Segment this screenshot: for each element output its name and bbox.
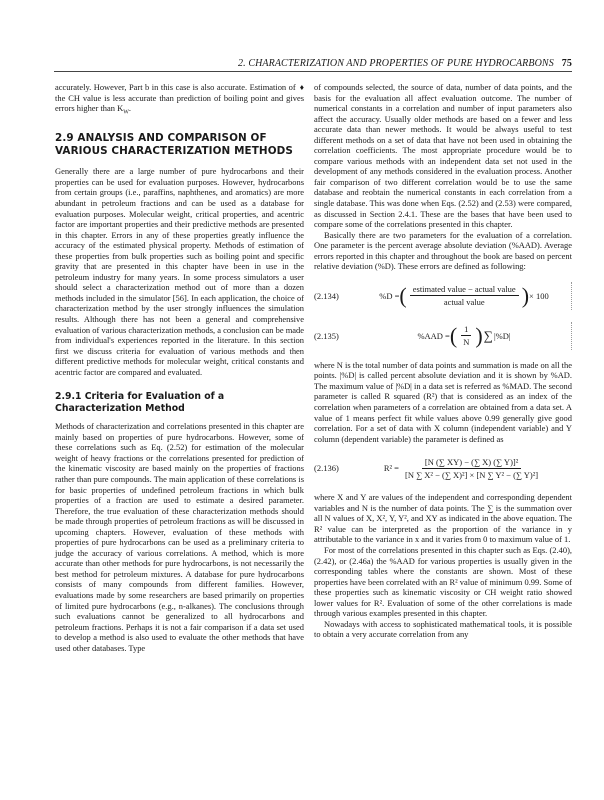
equation-2-134: (2.134) %D = ( $\frac{\text{estimated value − actual value}}{\text{actual value}}$ ) × 100 (314, 280, 572, 312)
end-of-example-marker: ♦ (299, 82, 304, 92)
section-paragraph: Generally there are a large number of pure hydrocarbons and their properties can be used for evaluation purposes. However, hydrocarbons from certain groups (i.e., paraffins, naphthenes, and aromatics) are more abundant in petroleum fractions and can be used as a database for evaluation purposes. Molecular weight, critical properties, and acentric factor are important properties and their predictive methods are presented in this chapter. Errors in any of these properties greatly influence the accuracy of the estimated physical property. Methods of estimation of these properties from bulk properties such as boiling point and specific gravity that are presented in this chapter have been in use in the petroleum industry for many years. In some process simulators a user should select a characterization method out of more than a dozen methods included in the simulator [56]. In each application, the choice of characterization method by the user strongly influences the simulation results. Although there has not been a general and comprehensive evaluation of various characterization methods, a conclusion can be made from individual's experiences reported in the literature. In this section first we discuss criteria for evaluation of various methods and then different predictive methods for molecular weight, critical constants and acentric factor are compared and evaluated. (55, 166, 304, 377)
equation-fraction: $\frac{\text{[N (∑ XY) − (∑ X) (∑ Y)]²}}{\text{[N ∑ X² − (∑ X)²] × [N ∑ Y² − (∑ Y)²]}}$ (404, 456, 539, 480)
equation-2-135: (2.135) %AAD = ( $\frac{1}{N}$ ) ∑ |%D| (314, 320, 572, 352)
subsection-heading: 2.9.1 Criteria for Evaluation of a Characterization Method (55, 391, 225, 414)
intro-paragraph: ♦ accurately. However, Part b in this case is also accurate. Estimation of the CH value is less accurate than prediction of boiling point and gives errors higher than $K_W$. (55, 82, 304, 116)
right-column (314, 82, 572, 640)
equation-lhs: %AAD = (417, 330, 450, 341)
equation-lhs: %D = (379, 290, 400, 301)
equation-number: (2.136) (314, 463, 339, 474)
right-paragraph-6: Nowadays with access to sophisticated mathematical tools, it is possible to obtain a very accurate correlation from any (314, 618, 572, 640)
right-paragraph-3: where N is the total number of data points and summation is made on all the points. |%D| is called percent absolute deviation and it is shown by %AD. The maximum value of |%D| in a data set is referred as %MAD. The second parameter is called R squared (R²) that is considered as an index of the correlation when parameters of a correlation are obtained from a data set. A value of 1 means perfect fit while values above 0.99 generally give good correlation. For a set of data with X column (independent variable) and Y column (dependent variable) the parameter is defined as (314, 359, 572, 444)
equation-2-136 (314, 452, 572, 484)
equation-fraction: $\frac{\text{estimated value − actual value}}{\text{actual value}}$ (410, 284, 519, 307)
right-paragraph-5: For most of the correlations presented in this chapter such as Eqs. (2.40), (2.42), or (2.46a) the %AAD for various properties is usually given in the corresponding tables where the constants are shown. Most of these properties have been correlated with an R² value of minimum 0.99. Some of these properties such as kinematic viscosity or CH weight ratio showed lower values for R². Evaluation of some of the other correlations is made through various examples presented in this chapter. (314, 544, 572, 619)
running-head (200, 58, 572, 69)
header-rule (54, 71, 572, 72)
equation-term: |%D| (493, 330, 511, 341)
equation-number: (2.134) (314, 290, 339, 301)
equation-lhs: R² = (383, 463, 399, 474)
equation-fraction: $\frac{1}{N}$ (460, 324, 472, 347)
left-column (55, 82, 304, 653)
summation-symbol: ∑ (483, 327, 493, 343)
section-heading: 2.9 ANALYSIS AND COMPARISON OF VARIOUS CHARACTERIZATION METHODS (55, 132, 293, 157)
right-paragraph-2: Basically there are two parameters for the evaluation of a correlation. One parameter is the percent average absolute deviation (%AAD). Average errors reported in this chapter and throughout the book are based on percent relative deviation (%D). These errors are defined as following: (314, 229, 572, 272)
right-paragraph-1: of compounds selected, the source of data, number of data points, and the basis for the evaluation all affect evaluation outcome. The number of numerical constants in a correlation and number of input parameters also affect the accuracy. Usually older methods are based on a fewer and less accurate data than newer methods. It would be always useful to test different methods on a set of data that have not been used in obtaining the correlation coefficients. The most appropriate procedure would be to compare various methods with an independent data set not used in the development of any methods considered in the evaluation process. Another fair comparison of two different correlation would be to use the same database and reobtain the numerical constants in each correlation from a single database. This was done when Eqs. (2.52) and (2.53) were compared, as discussed in Section 2.4.1. These are the bases that have been used to compare some of the correlations presented in this chapter. (314, 82, 572, 230)
equation-factor: × 100 (529, 290, 549, 301)
equation-number: (2.135) (314, 330, 339, 341)
page-number: 75 (561, 58, 572, 69)
right-paragraph-4: where X and Y are values of the independent and corresponding dependent variables and N is the number of data points. The ∑ is the summation over all N values of X, X², Y, Y², and XY as indicated in the above equation. The R² value can be interpreted as the proportion of the variance in y attributable to the variance in x and it varies from 0 to maximum value of 1. (314, 492, 572, 545)
running-head-title: 2. CHARACTERIZATION AND PROPERTIES OF PURE HYDROCARBONS (238, 58, 554, 69)
subsection-paragraph: Methods of characterization and correlations presented in this chapter are mainly based on properties of pure hydrocarbons. However, some of these correlations such as Eq. (2.52) for estimation of the molecular weight of heavy fractions or the correlations presented for prediction of the kinematic viscosity are based mainly on the properties of fractions rather than pure compounds. The main application of these correlations is for basic properties of undefined petroleum fractions in which bulk properties of a fraction are used to estimate a desired parameter. Therefore, the true evaluation of these characterization methods should be made through properties of petroleum fractions as will be discussed in upcoming chapters. However, evaluation of these methods with properties of pure hydrocarbons can be used as a preliminary criteria to judge the accuracy of various correlations. A method, which is more accurate than other methods for pure hydrocarbons, is not necessarily the best method for petroleum mixtures. A database for pure hydrocarbons consists of many compounds from different families. However, evaluations made by some researchers are based primarily on properties of limited pure hydrocarbons (e.g., n-alkanes). The conclusions through such evaluations cannot be generalized to all hydrocarbons and petroleum fractions. Perhaps it is not a fair comparison if a data set used to develop a method is also used to evaluate the other methods that have used other databases. Type (55, 421, 304, 653)
